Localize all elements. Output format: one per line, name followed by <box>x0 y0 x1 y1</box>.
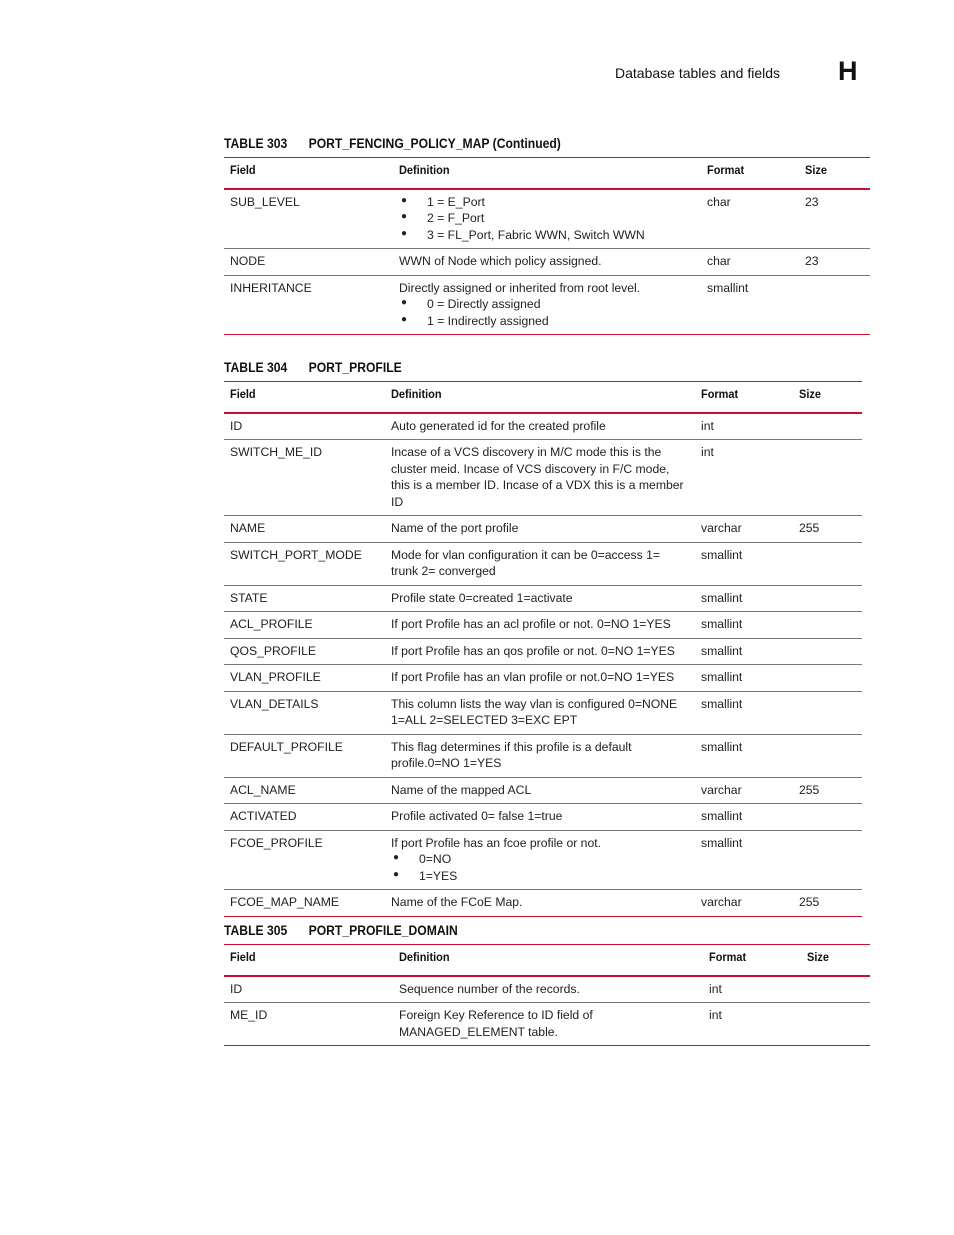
field-cell: SWITCH_PORT_MODE <box>224 542 385 585</box>
column-header <box>695 382 793 413</box>
definition-cell <box>385 734 695 777</box>
format-cell: smallint <box>695 804 793 831</box>
table-name: PORT_PROFILE <box>308 360 402 375</box>
column-header <box>224 382 385 413</box>
table-number: TABLE 304 <box>224 360 288 375</box>
column-header <box>393 945 703 976</box>
definition-cell <box>393 275 701 335</box>
size-cell <box>801 976 870 1003</box>
definition-cell <box>385 516 695 543</box>
column-header-label: Definition <box>399 163 450 177</box>
table-port-profile <box>224 381 862 917</box>
definition-bullet-list <box>391 851 689 884</box>
table-row <box>224 976 870 1003</box>
field-cell: NAME <box>224 516 385 543</box>
field-cell: INHERITANCE <box>224 275 393 335</box>
size-cell <box>793 830 862 890</box>
field-cell: VLAN_PROFILE <box>224 665 385 692</box>
definition-text: If port Profile has an fcoe profile or not. <box>391 835 602 850</box>
column-header <box>801 945 870 976</box>
field-cell: ACL_NAME <box>224 777 385 804</box>
definition-text: Name of the mapped ACL <box>391 782 532 797</box>
definition-cell <box>385 804 695 831</box>
table-row <box>224 275 870 335</box>
column-header <box>385 382 695 413</box>
table-row <box>224 804 862 831</box>
column-header-label: Field <box>230 163 256 177</box>
table-header-row <box>224 382 862 413</box>
format-cell: int <box>703 976 801 1003</box>
bullet-item: ● 0=NO <box>391 851 689 868</box>
field-cell: DEFAULT_PROFILE <box>224 734 385 777</box>
size-cell <box>799 275 870 335</box>
table-row <box>224 830 862 890</box>
definition-cell <box>385 691 695 734</box>
column-header <box>799 158 870 189</box>
size-cell <box>801 1003 870 1046</box>
column-header-label: Size <box>807 950 829 964</box>
definition-text: Name of the port profile <box>391 521 519 535</box>
column-header-label: Size <box>799 387 821 401</box>
field-cell: ID <box>224 976 393 1003</box>
format-cell: int <box>703 1003 801 1046</box>
table-caption <box>224 360 402 375</box>
table-row <box>224 890 862 917</box>
definition-cell <box>385 612 695 639</box>
bullet-item: ● 0 = Directly assigned <box>399 296 695 313</box>
size-cell <box>793 542 862 585</box>
definition-text: Profile activated 0= false 1=true <box>391 809 563 823</box>
format-cell: smallint <box>695 691 793 734</box>
table-row <box>224 542 862 585</box>
size-cell: 255 <box>793 777 862 804</box>
table-row <box>224 638 862 665</box>
format-cell: char <box>701 189 799 249</box>
table-row <box>224 249 870 276</box>
format-cell: smallint <box>695 638 793 665</box>
size-cell: 23 <box>799 249 870 276</box>
size-cell: 23 <box>799 189 870 249</box>
definition-text: This flag determines if this profile is a default profile.0=NO 1=YES <box>391 739 632 770</box>
format-cell: varchar <box>695 890 793 917</box>
table-row <box>224 189 870 249</box>
table-row <box>224 665 862 692</box>
table-number: TABLE 303 <box>224 136 288 151</box>
running-header-title: Database tables and fields <box>615 65 780 81</box>
table-row <box>224 734 862 777</box>
format-cell: smallint <box>695 542 793 585</box>
table-number: TABLE 305 <box>224 923 288 938</box>
definition-cell <box>385 638 695 665</box>
definition-text: Incase of a VCS discovery in M/C mode this is the cluster meid. Incase of VCS discovery in F/C mode, this is a member ID. Incase of a VDX this is a member ID <box>391 445 684 509</box>
format-cell: smallint <box>695 612 793 639</box>
size-cell <box>793 804 862 831</box>
column-header <box>701 158 799 189</box>
column-header-label: Field <box>230 387 256 401</box>
format-cell: smallint <box>695 734 793 777</box>
size-cell <box>793 638 862 665</box>
definition-cell <box>385 830 695 890</box>
definition-cell <box>385 585 695 612</box>
format-cell: smallint <box>695 585 793 612</box>
table-row <box>224 440 862 516</box>
definition-text: Sequence number of the records. <box>399 981 580 996</box>
table-name: PORT_FENCING_POLICY_MAP (Continued) <box>308 136 561 151</box>
bullet-item: ● 1 = E_Port <box>399 194 695 211</box>
table-header-row <box>224 945 870 976</box>
table-caption <box>224 923 458 938</box>
size-cell <box>793 413 862 440</box>
column-header <box>703 945 801 976</box>
field-cell: NODE <box>224 249 393 276</box>
format-cell: varchar <box>695 777 793 804</box>
format-cell: int <box>695 413 793 440</box>
definition-text: Auto generated id for the created profile <box>391 418 606 433</box>
format-cell: varchar <box>695 516 793 543</box>
field-cell: SUB_LEVEL <box>224 189 393 249</box>
size-cell <box>793 691 862 734</box>
column-header-label: Size <box>805 163 827 177</box>
definition-text: Name of the FCoE Map. <box>391 895 523 909</box>
table-row <box>224 413 862 440</box>
size-cell <box>793 665 862 692</box>
table-row <box>224 585 862 612</box>
definition-cell <box>393 976 703 1003</box>
bullet-item: ● 2 = F_Port <box>399 210 695 227</box>
definition-cell <box>385 542 695 585</box>
column-header-label: Definition <box>391 387 442 401</box>
table-port-fencing-policy-map <box>224 157 870 335</box>
size-cell: 255 <box>793 890 862 917</box>
definition-bullet-list <box>399 296 695 329</box>
definition-cell <box>385 777 695 804</box>
column-header-label: Format <box>707 163 745 177</box>
format-cell: smallint <box>701 275 799 335</box>
field-cell: ME_ID <box>224 1003 393 1046</box>
field-cell: ACTIVATED <box>224 804 385 831</box>
definition-text: If port Profile has an vlan profile or not.0=NO 1=YES <box>391 670 675 684</box>
field-cell: SWITCH_ME_ID <box>224 440 385 516</box>
field-cell: VLAN_DETAILS <box>224 691 385 734</box>
column-header <box>793 382 862 413</box>
field-cell: FCOE_MAP_NAME <box>224 890 385 917</box>
format-cell: int <box>695 440 793 516</box>
definition-bullet-list <box>399 194 695 244</box>
bullet-item: ● 1 = Indirectly assigned <box>399 313 695 330</box>
appendix-letter: H <box>838 56 858 86</box>
column-header <box>393 158 701 189</box>
table-port-profile-domain <box>224 944 870 1046</box>
definition-cell <box>393 1003 703 1046</box>
definition-text: Foreign Key Reference to ID field of MANAGED_ELEMENT table. <box>399 1008 593 1039</box>
definition-cell <box>385 665 695 692</box>
table-row <box>224 612 862 639</box>
column-header <box>224 945 393 976</box>
definition-cell <box>393 189 701 249</box>
field-cell: QOS_PROFILE <box>224 638 385 665</box>
definition-text: If port Profile has an qos profile or not. 0=NO 1=YES <box>391 643 675 658</box>
definition-cell <box>385 413 695 440</box>
table-caption <box>224 136 561 151</box>
definition-text: This column lists the way vlan is configured 0=NONE 1=ALL 2=SELECTED 3=EXC EPT <box>391 696 678 727</box>
field-cell: ID <box>224 413 385 440</box>
column-header-label: Format <box>701 387 739 401</box>
definition-text: If port Profile has an acl profile or not. 0=NO 1=YES <box>391 617 671 631</box>
column-header-label: Format <box>709 950 747 964</box>
definition-cell <box>385 440 695 516</box>
size-cell: 255 <box>793 516 862 543</box>
column-header <box>224 158 393 189</box>
field-cell: ACL_PROFILE <box>224 612 385 639</box>
table-name: PORT_PROFILE_DOMAIN <box>308 923 458 938</box>
table-header-row <box>224 158 870 189</box>
bullet-item: ● 3 = FL_Port, Fabric WWN, Switch WWN <box>399 227 695 244</box>
column-header-label: Field <box>230 950 256 964</box>
column-header-label: Definition <box>399 950 450 964</box>
definition-cell <box>385 890 695 917</box>
definition-text: Mode for vlan configuration it can be 0=access 1= trunk 2= converged <box>391 547 660 578</box>
size-cell <box>793 440 862 516</box>
definition-cell <box>393 249 701 276</box>
definition-text: Directly assigned or inherited from root level. <box>399 280 641 295</box>
table-row <box>224 777 862 804</box>
size-cell <box>793 585 862 612</box>
bullet-item: ● 1=YES <box>391 868 689 885</box>
table-row <box>224 1003 870 1046</box>
table-row <box>224 691 862 734</box>
size-cell <box>793 612 862 639</box>
format-cell: smallint <box>695 830 793 890</box>
table-row <box>224 516 862 543</box>
definition-text: Profile state 0=created 1=activate <box>391 590 573 605</box>
format-cell: char <box>701 249 799 276</box>
field-cell: STATE <box>224 585 385 612</box>
format-cell: smallint <box>695 665 793 692</box>
field-cell: FCOE_PROFILE <box>224 830 385 890</box>
size-cell <box>793 734 862 777</box>
definition-text: WWN of Node which policy assigned. <box>399 254 602 268</box>
